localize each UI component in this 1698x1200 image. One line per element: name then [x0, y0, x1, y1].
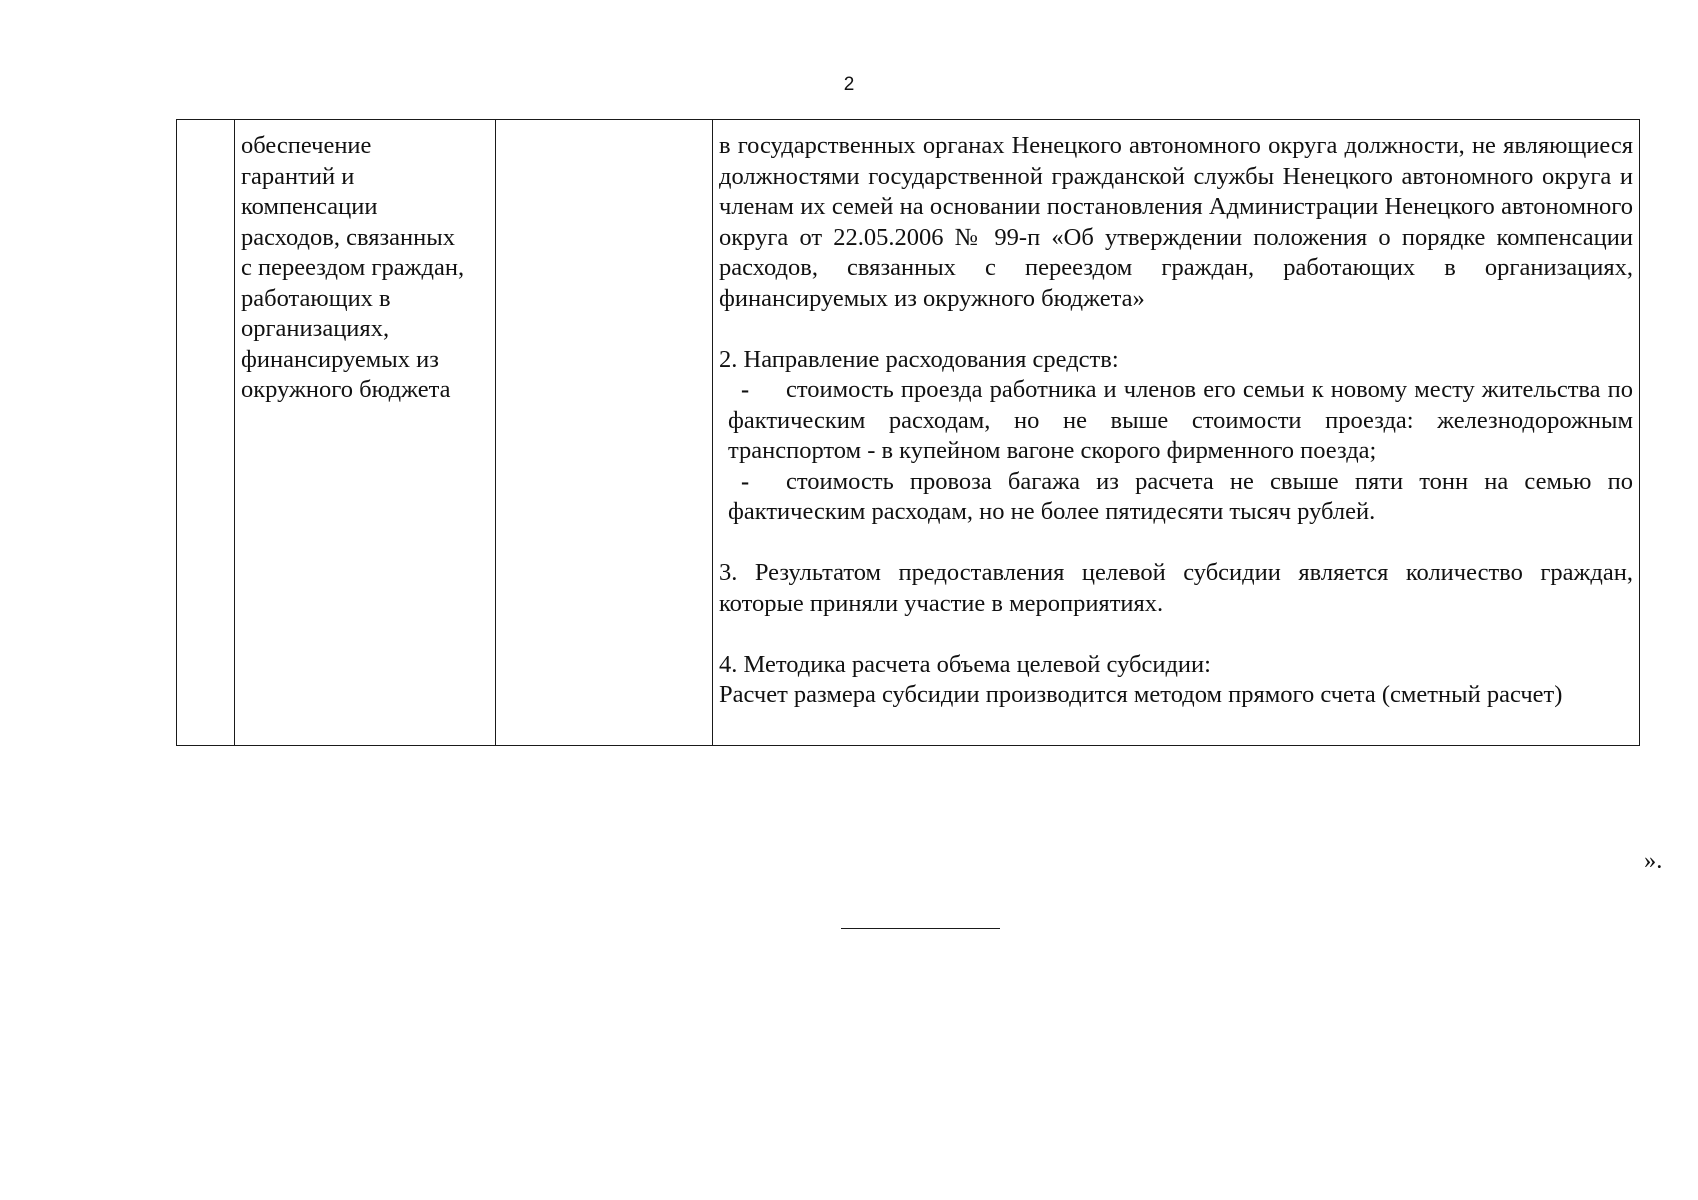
number-cell: [177, 120, 235, 746]
section-4-text: Расчет размера субсидии производится методом прямого счета (сметный расчет): [719, 681, 1563, 708]
subsidy-name: обеспечение гарантий и компенсации расходов, связанных с переездом граждан, работающих в организациях, финансируемых из окружного бюджета: [241, 132, 465, 403]
bullet-dash: -: [741, 376, 750, 403]
table-row: [177, 120, 1640, 746]
list-item: [719, 467, 1633, 528]
section-2-heading: 2. Направление расходования средств:: [719, 345, 1119, 373]
subsidy-table: [176, 119, 1640, 746]
page-number: 2: [843, 74, 855, 95]
closing-quote: ».: [1644, 847, 1663, 874]
empty-cell: [496, 120, 713, 746]
list-item: [719, 375, 1633, 467]
section-4-heading: 4. Методика расчета объема целевой субсидии:: [719, 650, 1211, 678]
intro-paragraph: в государственных органах Ненецкого автономного округа должности, не являющиеся должностями государственной гражданской службы Ненецкого автономного округа и членам их семей на основании постановления Администрации Ненецкого автономного округа от 22.05.2006 № 99-п «Об утверждении положения о порядке компенсации расходов, связанных с переездом граждан, работающих в организациях, финансируемых из окружного бюджета»: [719, 132, 1633, 312]
end-of-document-rule: [841, 928, 1000, 929]
bullet-text: стоимость провоза багажа из расчета не свыше пяти тонн на семью по фактическим расходам, но не более пятидесяти тысяч рублей.: [728, 467, 1633, 525]
subsidy-name-cell: [235, 120, 496, 746]
bullet-text: стоимость проезда работника и членов его семьи к новому месту жительства по фактическим расходам, но не выше стоимости проезда: железнодорожным транспортом - в купейном вагоне скорого фирменного поезда;: [728, 376, 1633, 464]
section-3-paragraph: 3. Результатом предоставления целевой субсидии является количество граждан, которые приняли участие в мероприятиях.: [719, 559, 1633, 617]
bullet-dash: -: [741, 467, 750, 495]
subsidy-description-cell: [713, 120, 1640, 746]
